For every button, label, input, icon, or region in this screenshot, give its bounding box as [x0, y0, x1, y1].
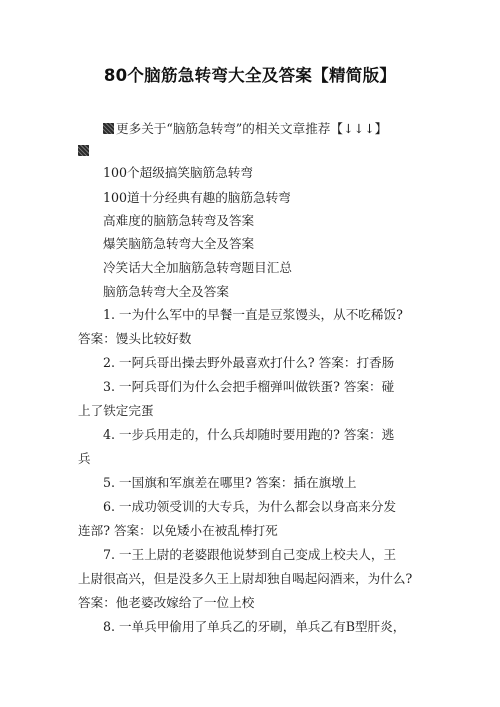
more-articles-line	[103, 121, 387, 137]
related-link-4[interactable]: 爆笑脑筋急转弯大全及答案	[103, 236, 255, 251]
bullet-box-icon	[103, 123, 114, 134]
answer-1: 答案：馒头比较好数	[78, 331, 192, 346]
question-6: 6. 一成功领受训的大专兵，为什么都会以身高来分发	[103, 499, 397, 514]
question-7: 7. 一王上尉的老婆跟他说梦到自己变成上校夫人，王	[103, 547, 397, 562]
answer-3: 上了铁定完蛋	[78, 403, 154, 418]
question-1: 1. 一为什么军中的早餐一直是豆浆馒头，从不吃稀饭?	[103, 307, 403, 322]
question-8: 8. 一单兵甲偷用了单兵乙的牙刷，单兵乙有B型肝炎，	[103, 619, 406, 634]
answer-7: 答案：他老婆改嫁给了一位上校	[78, 595, 255, 610]
question-4: 4. 一步兵用走的，什么兵却随时要用跑的? 答案：逃	[103, 427, 395, 442]
related-link-5[interactable]: 冷笑话大全加脑筋急转弯题目汇总	[103, 260, 292, 275]
question-3: 3. 一阿兵哥们为什么会把手榴弹叫做铁蛋? 答案：碰	[103, 379, 395, 394]
page-title: 80个脑筋急转弯大全及答案【精简版】	[103, 66, 397, 85]
answer-4: 兵	[78, 451, 91, 466]
related-link-3[interactable]: 高难度的脑筋急转弯及答案	[103, 213, 255, 228]
related-link-1[interactable]: 100个超级搞笑脑筋急转弯	[103, 165, 253, 180]
more-articles-text[interactable]: 更多关于“脑筋急转弯”的相关文章推荐【↓↓↓】	[116, 121, 388, 136]
question-5: 5. 一国旗和军旗差在哪里? 答案：插在旗墩上	[103, 475, 357, 490]
bullet-box-icon	[78, 145, 89, 156]
related-link-2[interactable]: 100道十分经典有趣的脑筋急转弯	[103, 190, 291, 205]
answer-6: 连部? 答案：以免矮小在被乱棒打死	[78, 523, 278, 538]
question-7-cont: 上尉很高兴，但是没多久王上尉却独自喝起闷酒来，为什么?	[78, 571, 413, 586]
question-2: 2. 一阿兵哥出操去野外最喜欢打什么? 答案：打香肠	[103, 355, 395, 370]
related-link-6[interactable]: 脑筋急转弯大全及答案	[103, 284, 229, 299]
